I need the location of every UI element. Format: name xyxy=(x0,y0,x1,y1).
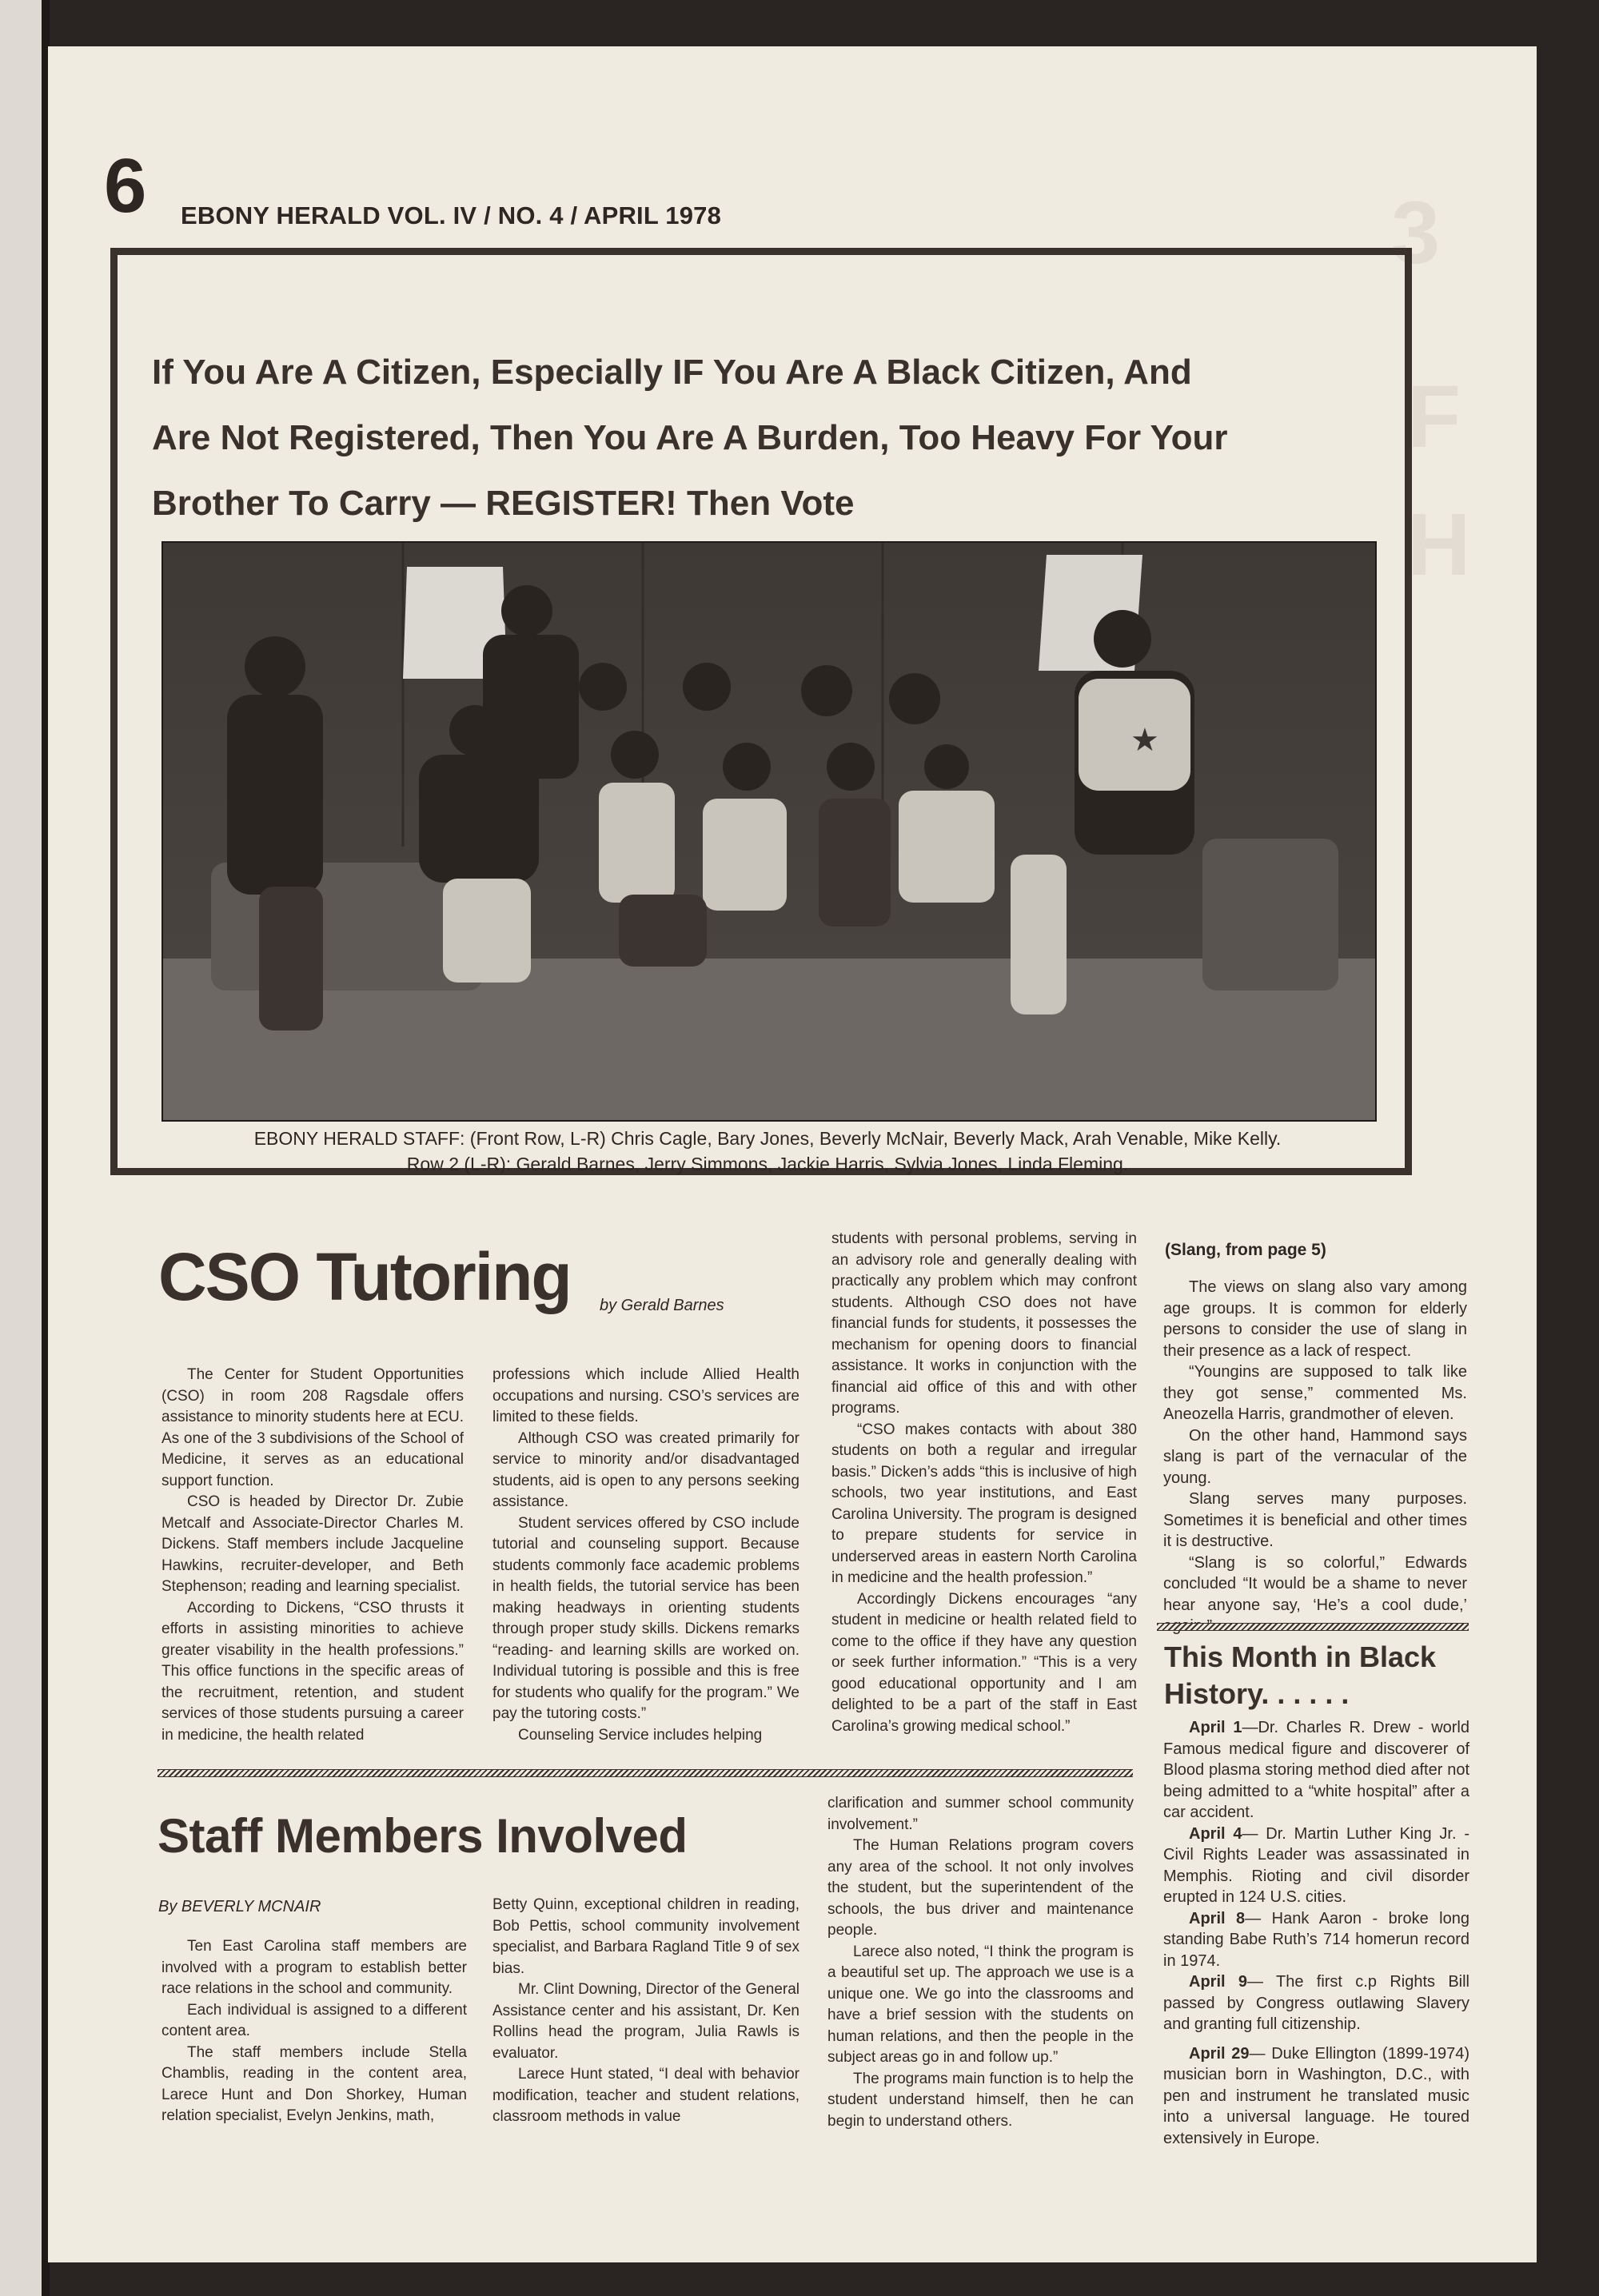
black-history-title: This Month in Black History. . . . . . xyxy=(1164,1640,1437,1710)
history-date: April 4 xyxy=(1189,1824,1242,1843)
svg-text:★: ★ xyxy=(1130,723,1159,758)
paragraph: professions which include Allied Health occupations and nursing. CSO’s services are limited to these fields. xyxy=(492,1366,800,1425)
staff-article-title: Staff Members Involved xyxy=(158,1809,688,1863)
history-entry xyxy=(1163,2043,1469,2150)
paragraph: Mr. Clint Downing, Director of the General Assistance center and his assistant, Dr. Ken Rollins head the program, Julia Rawls is evaluator. xyxy=(492,1981,800,2062)
paragraph: Each individual is assigned to a different content area. xyxy=(161,2001,467,2039)
paragraph: The views on slang also vary among age groups. It is common for elderly persons to consider the use of slang in their presence as a lack of respect. xyxy=(1163,1278,1467,1360)
paragraph: “CSO makes contacts with about 380 students on both a regular and irregular basis.” Dicken’s adds “this is inclusive of high schools, two year institutions, and East Carolina University. The program is designed to prepare students for service in underserved areas in eastern North Carolina in medicine and the health profession.” xyxy=(831,1421,1137,1586)
paragraph: “Slang is so colorful,” Edwards concluded “It would be a shame to never hear anyone say, ‘He’s a cool dude,’ xyxy=(1163,1553,1467,1614)
paragraph: Larece Hunt stated, “I deal with behavior modification, teacher and student relations, classroom methods in value xyxy=(492,2066,800,2125)
history-date: April 8 xyxy=(1189,1909,1246,1927)
history-text: —Dr. Charles R. Drew - world Famous medical figure and discoverer of Blood plasma storing method died after not being admitted to a “white hospital” after a car accident. xyxy=(1163,1719,1469,1821)
paragraph: Counseling Service includes helping xyxy=(518,1726,763,1744)
section-divider xyxy=(158,1769,1133,1777)
paragraph: The staff members include Stella Chamblis, reading in the content area, Larece Hunt and Don Shorkey, Human relation specialist, Evelyn Jenkins, math, xyxy=(161,2043,467,2124)
paragraph: Accordingly Dickens encourages “any student in medicine or health related field to come to the office if they have any question or seek further information.” “This is a very good educational opportunity and I am delighted to be a part of the staff in East Carolina’s growing medical school.” xyxy=(831,1590,1137,1735)
slang-continued-title: (Slang, from page 5) xyxy=(1165,1241,1326,1259)
paragraph: clarification and summer school community involvement.” xyxy=(827,1795,1134,1833)
history-text: — Hank Aaron - broke long standing Babe Ruth’s 714 homerun record in 1974. xyxy=(1163,1909,1469,1970)
paragraph: students with personal problems, serving in an advisory role and generally dealing with practically any problem which may confront students. Although CSO does not have financial funds for students, it possesses the mechanism for opening doors to financial assistance. It works in conjunction with the financial aid office of this and with other programs. xyxy=(831,1230,1137,1417)
paragraph: The Human Relations program covers any area of the school. It not only involves the student, but the superintendent of the schools, the bus driver and maintenance people. xyxy=(827,1837,1134,1939)
cso-column-2 xyxy=(492,1365,800,1746)
voter-registration-headline xyxy=(152,340,1431,536)
history-text: — The first c.p Rights Bill passed by Congress outlawing Slavery and granting full citizenship. xyxy=(1163,1973,1469,2033)
caption-line-2: Row 2 (L-R): Gerald Barnes, Jerry Simmons, Jackie Harris, Sylvia Jones, Linda Fleming. xyxy=(406,1154,1129,1174)
staff-group-photo xyxy=(161,541,1377,1122)
slang-continued-text xyxy=(1163,1277,1467,1637)
paragraph: “Youngins are supposed to talk like they got sense,” commented Ms. Aneozella Harris, grandmother of eleven. xyxy=(1163,1363,1467,1423)
paragraph: On the other hand, Hammond says slang is part of the vernacular of the young. xyxy=(1163,1426,1467,1487)
history-entry xyxy=(1163,1717,1469,1824)
cso-column-1 xyxy=(161,1365,464,1746)
black-history-list xyxy=(1163,1717,1469,2149)
show-through-ghost-text: H xyxy=(1407,496,1471,594)
adjacent-page-edge xyxy=(0,0,48,2296)
headline-line-2: Are Not Registered, Then You Are A Burden, Too Heavy For Your xyxy=(152,418,1228,457)
history-entry xyxy=(1163,1908,1469,1972)
history-entry xyxy=(1163,1971,1469,2035)
caption-line-1: EBONY HERALD STAFF: (Front Row, L-R) Chris Cagle, Bary Jones, Beverly McNair, Beverly Mack, Arah Venable, Mike Kelly. xyxy=(253,1128,1282,1149)
headline-line-1: If You Are A Citizen, Especially IF You Are A Black Citizen, And xyxy=(152,353,1192,392)
paragraph: Slang serves many purposes. Sometimes it is beneficial and other times it is destructive. xyxy=(1163,1490,1467,1550)
paragraph: The Center for Student Opportunities (CSO) in room 208 Ragsdale offers assistance to minority students here at ECU. As one of the 3 subdivisions of the School of Medicine, it serves as an educational support function. xyxy=(161,1366,464,1489)
show-through-ghost-text: F xyxy=(1407,368,1461,466)
paragraph: Although CSO was created primarily for service to minority and/or disadvantaged students, aid is open to any persons seeking assistance. xyxy=(492,1429,800,1510)
section-divider xyxy=(1157,1623,1469,1631)
photo-caption xyxy=(128,1126,1407,1177)
history-date: April 29 xyxy=(1189,2044,1250,2063)
paragraph: CSO is headed by Director Dr. Zubie Metcalf and Associate-Director Charles M. Dickens. Staff members include Jacqueline Hawkins, recruiter-developer, and Beth Stephenson; reading and learning specialist. xyxy=(161,1493,464,1595)
show-through-ghost-text: 3 xyxy=(1391,184,1441,282)
cso-article-title: CSO Tutoring xyxy=(158,1239,571,1314)
staff-article-byline: By BEVERLY MCNAIR xyxy=(158,1898,321,1915)
staff-column-3 xyxy=(827,1793,1134,2132)
paragraph: According to Dickens, “CSO thrusts it efforts in assisting minorities to achieve greater visability in the health professions.” This office functions in the specific areas of the recruitment, retention, and student services of those students pursuing a career in medicine, the health related xyxy=(161,1599,464,1744)
paragraph: Student services offered by CSO include tutorial and counseling support. Because students commonly face academic problems in health fields, the tutorial service has been making headways in orienting students through proper study skills. Dickens remarks “reading- and learning skills are worked on. Individual tutoring is possible and this is free for students who qualify for the program.” We pay the tutoring costs.” xyxy=(492,1514,800,1722)
history-entry xyxy=(1163,1824,1469,1908)
history-date: April 9 xyxy=(1189,1973,1248,1991)
masthead: EBONY HERALD VOL. IV / NO. 4 / APRIL 1978 xyxy=(181,201,722,229)
page-number: 6 xyxy=(104,143,147,229)
paragraph: Ten East Carolina staff members are involved with a program to establish better race relations in the school and community. xyxy=(161,1938,467,1997)
paragraph: Betty Quinn, exceptional children in reading, Bob Pettis, school community involvement specialist, and Barbara Ragland Title 9 of sex bias. xyxy=(492,1896,800,1977)
staff-column-1 xyxy=(161,1936,467,2127)
staff-column-2 xyxy=(492,1895,800,2128)
paragraph: The programs main function is to help the student understand himself, then he can begin to understand others. xyxy=(827,2070,1134,2130)
history-date: April 1 xyxy=(1189,1719,1242,1736)
history-text: — Dr. Martin Luther King Jr. - Civil Rights Leader was assassinated in Memphis. Rioting and civil disorder erupted in 124 U.S. cities. xyxy=(1163,1824,1469,1906)
paragraph: Larece also noted, “I think the program is a beautiful set up. The approach we use is a unique one. We go into the classrooms and have a brief session with the students on human relations, and then the people in the subject areas go in and follow up.” xyxy=(827,1943,1134,2066)
headline-line-3: Brother To Carry — REGISTER! Then Vote xyxy=(152,484,855,523)
cso-article-byline: by Gerald Barnes xyxy=(600,1297,724,1314)
cso-column-3 xyxy=(831,1229,1137,1737)
staff-photo-illustration xyxy=(163,543,1375,1120)
history-text: — Duke Ellington (1899-1974) musician born in Washington, D.C., with pen and instrument he translated music into a universal language. He toured extensively in Europe. xyxy=(1163,2044,1470,2147)
